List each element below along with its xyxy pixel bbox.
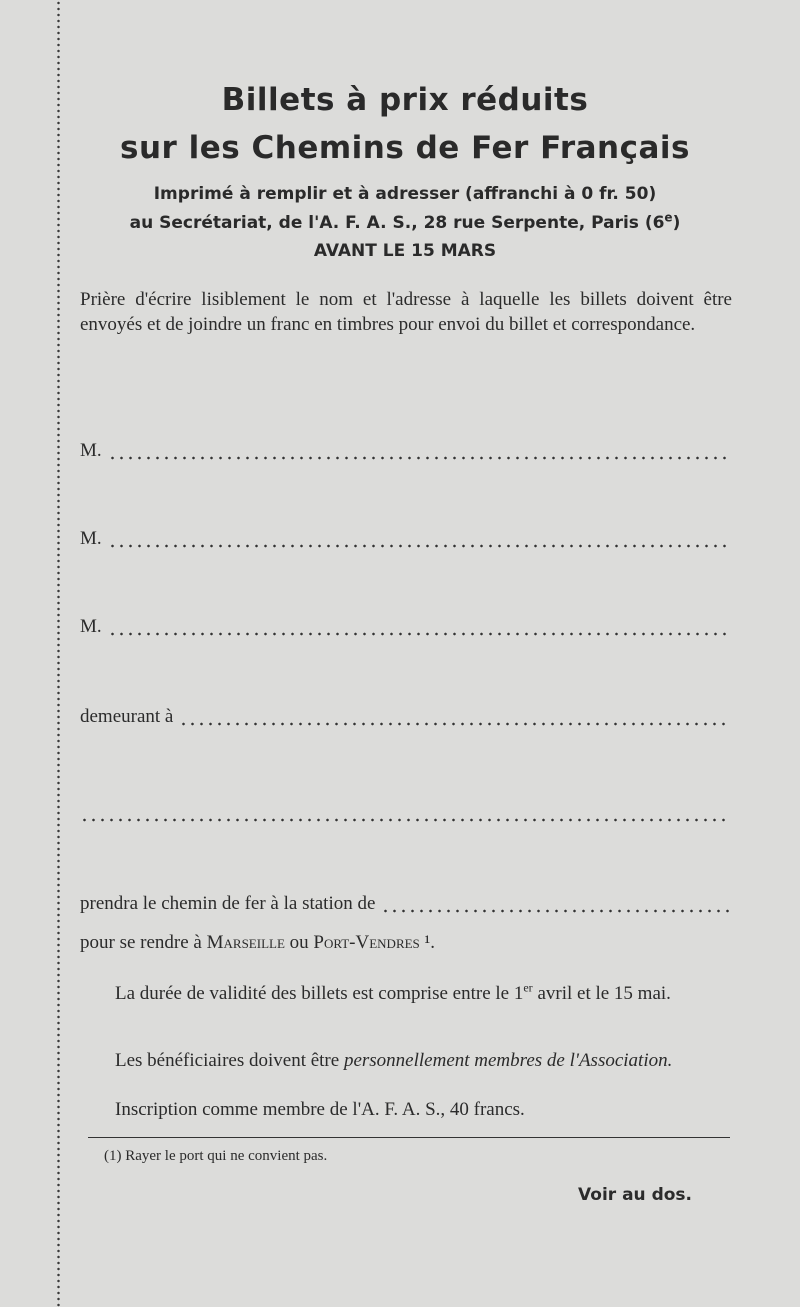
see-reverse-note: Voir au dos. — [578, 1185, 692, 1205]
station-label: prendra le chemin de fer à la station de — [80, 893, 376, 914]
name-label-2: M. — [80, 528, 102, 549]
dotted-line — [179, 722, 730, 726]
destination-line: pour se rendre à Marseille ou Port-Vendres ¹. — [80, 932, 435, 953]
title-line-1: Billets à prix réduits — [221, 82, 589, 118]
footnote-rule — [88, 1137, 730, 1138]
inscription-line: Inscription comme membre de l'A. F. A. S., 40 francs. — [115, 1099, 525, 1120]
footnote-ref: ¹. — [419, 932, 435, 953]
intro-paragraph: Prière d'écrire lisiblement le nom et l'adresse à laquelle les billets doivent être envoyés et de joindre un franc en timbres pour envoi du billet et correspondance. — [80, 289, 732, 335]
name-label-1: M. — [80, 440, 102, 461]
title-line-2: sur les Chemins de Fer Français — [120, 130, 690, 166]
membership-requirement: personnellement membres de l'Association. — [343, 1050, 673, 1071]
city-port-vendres: Port-Vendres — [313, 932, 420, 953]
city-marseille: Marseille — [206, 932, 285, 953]
subtitle-line-1: Imprimé à remplir et à adresser (affranchi à 0 fr. 50) — [153, 184, 657, 204]
dotted-line — [108, 544, 730, 548]
dotted-line — [381, 909, 730, 913]
deadline: AVANT LE 15 MARS — [313, 241, 497, 261]
dotted-line — [108, 632, 730, 636]
beneficiaries-paragraph: Les bénéficiaires doivent être personnellement membres de l'Association. — [115, 1050, 673, 1071]
validity-paragraph: La durée de validité des billets est comprise entre le 1er avril et le 15 mai. — [115, 980, 671, 1004]
perforation-edge — [57, 0, 60, 1307]
station-field[interactable] — [80, 893, 730, 917]
name-label-3: M. — [80, 616, 102, 637]
address-field-continued[interactable] — [80, 802, 730, 826]
footnote: (1) Rayer le port qui ne convient pas. — [104, 1148, 328, 1164]
address-label: demeurant à — [80, 706, 174, 727]
address-field[interactable] — [80, 706, 730, 730]
name-field-2[interactable] — [80, 528, 730, 552]
name-field-1[interactable] — [80, 440, 730, 464]
name-field-3[interactable] — [80, 616, 730, 640]
superscript-er: er — [523, 980, 533, 995]
dotted-line — [108, 456, 730, 460]
dotted-line — [80, 818, 730, 822]
subtitle-line-2: au Secrétariat, de l'A. F. A. S., 28 rue Serpente, Paris (6e) — [129, 210, 681, 233]
superscript-e: e — [664, 210, 673, 225]
